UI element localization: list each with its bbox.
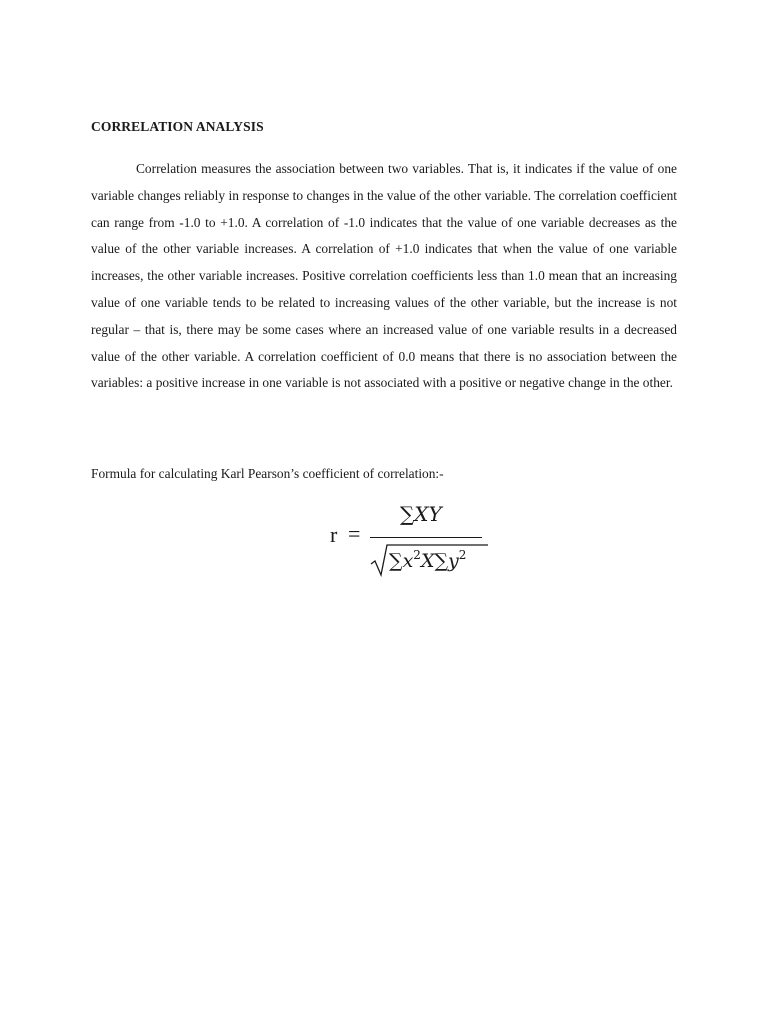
pearson-formula <box>328 502 498 582</box>
formula-intro: Formula for calculating Karl Pearson’s coefficient of correlation:- <box>91 466 444 481</box>
fraction-bar <box>370 537 482 538</box>
denominator-sigma-1: ∑ <box>389 550 403 572</box>
denominator-exponent-2: 2 <box>458 548 467 562</box>
document-heading: CORRELATION ANALYSIS <box>91 119 264 134</box>
formula-lhs: r <box>330 522 338 547</box>
numerator-vars: XY <box>414 502 442 526</box>
formula-equals: = <box>348 521 361 546</box>
denominator-sigma-2: ∑ <box>434 550 449 572</box>
denominator-x: x <box>402 550 414 572</box>
denominator-y: y <box>448 550 459 572</box>
denominator-exponent-1: 2 <box>413 548 421 562</box>
formula-denominator <box>370 542 490 578</box>
denominator-X: X <box>420 550 435 572</box>
formula-numerator <box>400 502 442 526</box>
body-paragraph: Correlation measures the association between two variables. That is, it indicates if the value of one variable changes reliably in response to changes in the value of the other variable. The correlation coefficient can range from -1.0 to +1.0. A correlation of -1.0 indicates that the value of one variable decreases as the value of the other variable increases. A correlation of +1.0 indicates that when the value of one variable increases, the other variable increases. Positive correlation coefficients less than 1.0 mean that an increasing value of one variable tends to be related to increasing values of the other variable, but the increase is not regular – that is, there may be some cases where an increased value of one variable results in a decreased value of the other variable. A correlation coefficient of 0.0 means that there is no association between the variables: a positive increase in one variable is not associated with a positive or negative change in the other. <box>91 161 677 391</box>
denominator-expression <box>389 550 466 572</box>
numerator-sigma: ∑ <box>400 502 415 526</box>
